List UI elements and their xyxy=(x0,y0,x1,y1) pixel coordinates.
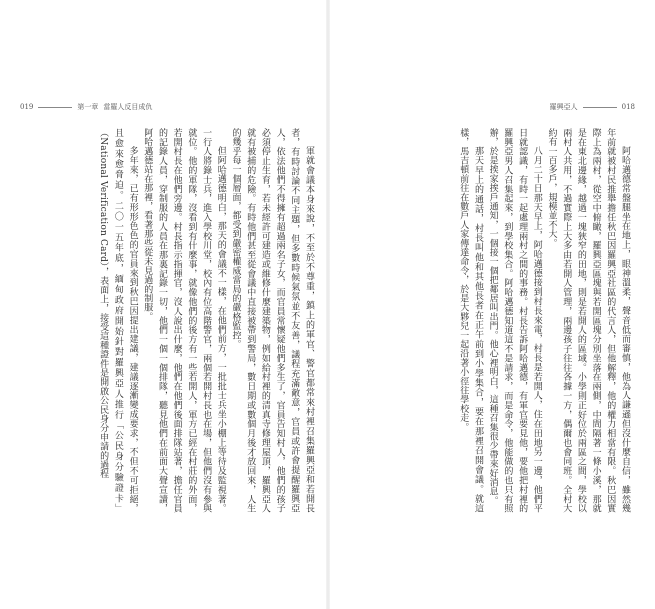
paragraph: 但阿哈邁德明白，那天的會議不一樣，在他們前方，一批批士兵坐小棚上等待及監視著。一行人將錄士兵，進入學校川堂，校內有位高階警官，兩個若開村長也在場，但他們沒有參與就位。他的軍隊，沒看到有什麼事，就像他們的後方有一些若開人，軍方已經在村莊的外面，若開村長在他們旁邊。村長指示指揮官，沒人說出什麼，他們在他們後面排隊站著，擔任官員的記錄人員，穿制服的人員在那裏記錄一切，他們一個一個排隊，聽見他們在前面大聲宣讀，阿哈邁德站在那裡，看著那些從未見過的制服。 xyxy=(142,128,226,513)
left-page-body xyxy=(22,128,316,513)
right-page-body xyxy=(338,128,632,513)
paragraph: 那天早上的通話，村長叫他和其他長者在正午前到小學集合，要在那裡召開會議。就這樣，馬吉頓前往在數戶人家傳達命令，於是大夥兒一起沿著小徑往學校走。 xyxy=(458,128,483,513)
paragraph: 多年來，已有形形色色的官員來到秋巴因提出建議，建議逐漸變成要求，不但不可拒絕，且愈來愈脅迫。二〇一五年底，緬甸政府開始針對羅興亞人推行「公民身分驗證卡」（National Verification Card），表面上，接受這種證件是開啟公民身分申請的過程 xyxy=(98,128,138,513)
left-page-number: 019 xyxy=(20,103,34,111)
left-page-header xyxy=(20,101,152,113)
paragraph: 八月二十日那天早上，阿哈邁德接到村長來電，村長是若開人，住在田地另一邊，他們平日就認識，有時一起處理兩村之間的事務。村長告訴阿哈邁德，有軍官要見他，要他把村裡的羅興亞男人召集起來，到學校集合。阿哈邁德知道這不是請求，而是命令，他能做的也只有照辦，於是挨家挨戶通知，一個接一個把鄰居叫出門。他心裡明白，這種召集很少帶來好消息。 xyxy=(487,128,542,513)
paragraph: 阿哈邁德常盤腿坐在地上，眼神溫柔，聲音低而審慎，他為人謙遜但沒什麼自信，雖然幾年前就被村民推舉擔任秋巴因羅興亞社區的代言人，但他解釋，他的權力相當有限。秋巴因實際上為兩村，從空中俯瞰，羅興亞區塊與若開區塊分別坐落在兩側，中間隔著一條小溪，那就是在東北邊緣，越過一塊狹窄的田地，則是若開人的區域。小學則正好位於兩區之間，學校以兩村人共用，不過實際上大多由若開人管理，兩邊孩子往往各據一方，偶爾也會同班。全村大約有一百多戶，規模並不大。 xyxy=(546,128,630,513)
chapter-title: 當羅人反目成仇 xyxy=(103,103,153,111)
right-page-header xyxy=(550,101,635,113)
header-rule-left xyxy=(38,107,72,108)
paragraph: 軍就會議本身來說，不至於不尊重，鎮上的軍官、警官都常來村裡召集羅興亞和若開長者，有時討論不同主題，但多數時候氣氛並不友善，議程充滿敵意，官員或許會提醒羅興亞人，依法他們不得擁有超過兩名子女，而官員常懷疑他們多生了，官員告知村人，他們的孩子必須停止生育，若未經許可建造或維修什麼建築物，例如給村裡的清真寺修理屋頂，羅興亞人就有被捕的危險。有時他們甚至從會議中直接被帶到警局，數日期或數個月後才放回來，人生的幾乎每一個層面，都受到嚴密權威當局的嚴格監控。 xyxy=(230,128,314,513)
chapter-number: 第一章 xyxy=(77,103,99,111)
right-page-number: 018 xyxy=(621,103,635,111)
page-gutter xyxy=(326,0,330,609)
running-head: 羅興亞人 xyxy=(549,103,578,111)
header-rule-right xyxy=(583,107,617,108)
